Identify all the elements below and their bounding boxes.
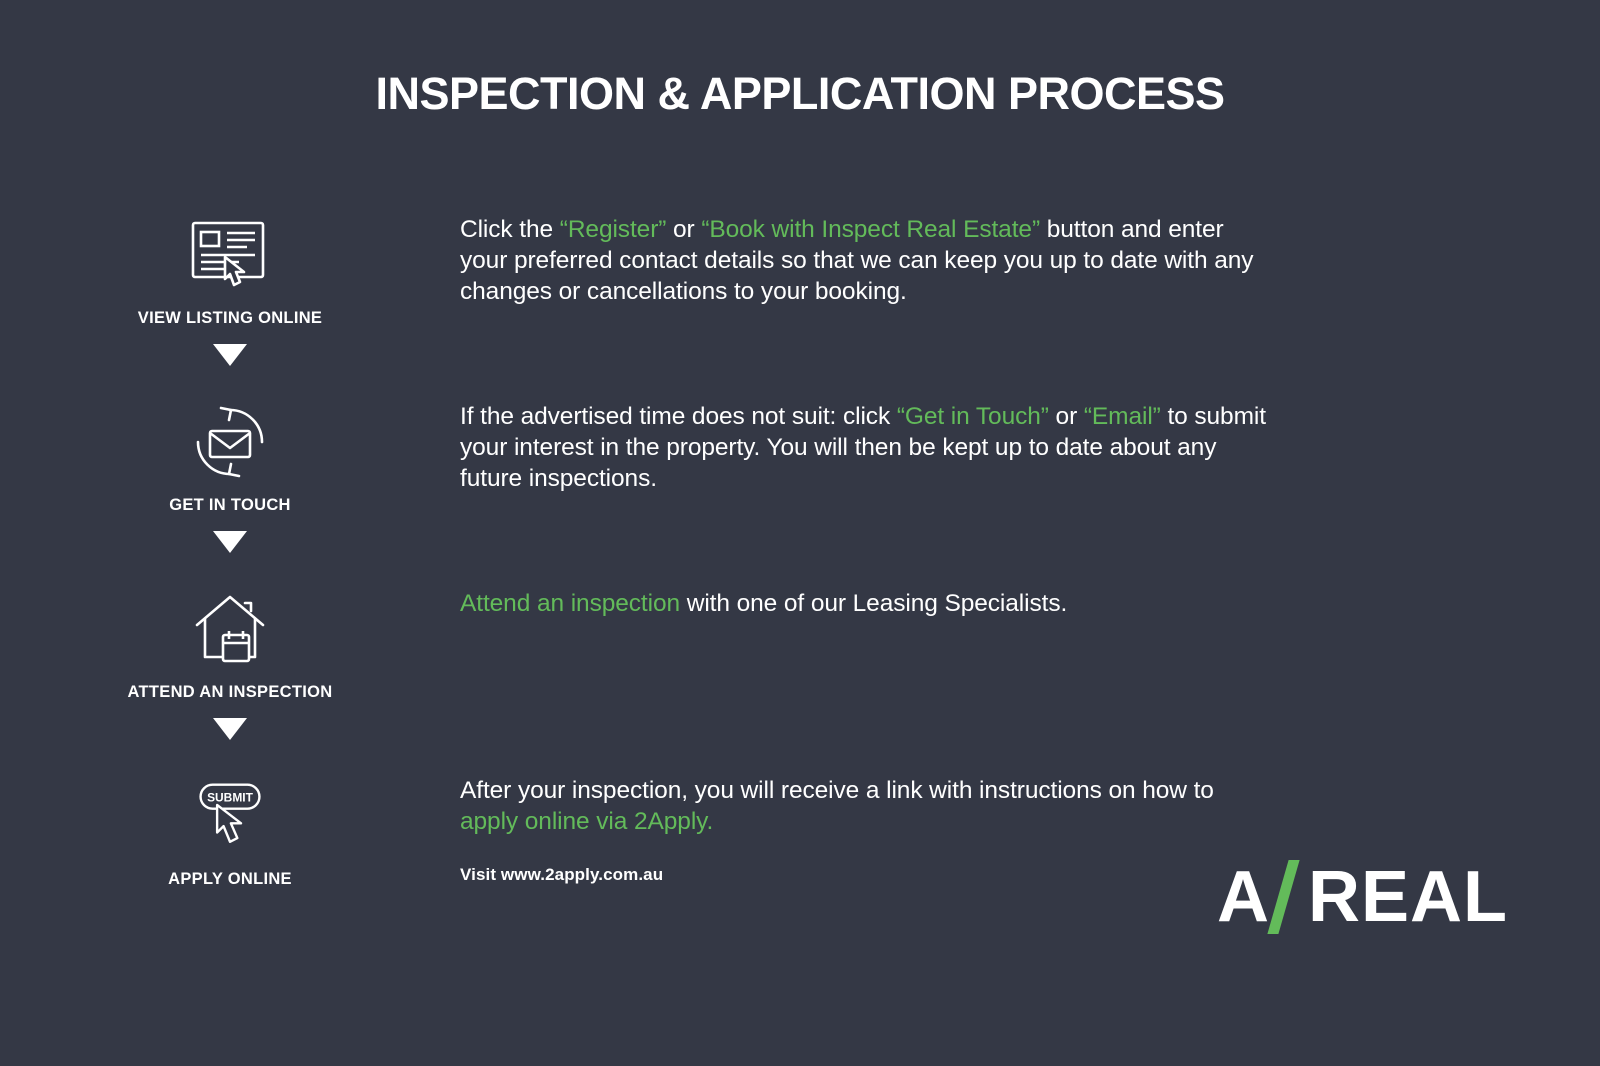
- process-steps: [0, 215, 1600, 889]
- step-3-text-part-2: with one of our Leasing Specialists.: [680, 590, 1068, 617]
- step-2-label: GET IN TOUCH: [169, 496, 291, 514]
- step-4-icon-column: [0, 776, 460, 889]
- step-2-text-part-2: “Get in Touch”: [896, 403, 1049, 430]
- step-3-label: ATTEND AN INSPECTION: [127, 683, 333, 701]
- email-refresh-icon: [184, 402, 276, 482]
- logo-slash-icon: [1276, 860, 1302, 934]
- logo-letter-a: A: [1217, 857, 1270, 937]
- logo-word-real: REAL: [1308, 857, 1508, 937]
- step-3-icon-column: [0, 589, 460, 740]
- step-2-text-part-5: to submit your interest in the property. You will then be kept up to date about any future inspections.: [460, 403, 1266, 492]
- step-1-text-part-3: or: [666, 216, 702, 243]
- step-2-arrow-icon: [213, 531, 247, 553]
- step-1-description: [460, 215, 1600, 308]
- submit-button-click-icon: [184, 776, 276, 856]
- step-3-text-part-1: Attend an inspection: [460, 590, 681, 617]
- visit-url-note: Visit www.2apply.com.au: [460, 864, 664, 884]
- step-2-icon-column: [0, 402, 460, 553]
- brand-logo: [1217, 856, 1508, 938]
- step-1-text-part-4: “Book with Inspect Real Estate”: [701, 216, 1041, 243]
- step-1-text-part-5: button and enter your preferred contact details so that we can keep you up to date with any changes or cancellations to your booking.: [460, 216, 1254, 305]
- house-calendar-icon: [184, 589, 276, 669]
- step-4-label: APPLY ONLINE: [168, 870, 292, 888]
- step-1-label: VIEW LISTING ONLINE: [137, 309, 323, 327]
- process-step-get-in-touch: [0, 402, 1600, 553]
- step-1-arrow-icon: [213, 344, 247, 366]
- step-4-text-part-2: apply online via 2Apply.: [460, 807, 714, 835]
- step-2-text-part-3: or: [1048, 403, 1084, 430]
- step-2-text-part-1: If the advertised time does not suit: click: [460, 403, 897, 430]
- page-title: INSPECTION & APPLICATION PROCESS: [375, 68, 1225, 119]
- svg-text:SUBMIT: SUBMIT: [207, 790, 253, 805]
- step-3-arrow-icon: [213, 718, 247, 740]
- listing-page-click-icon: [184, 215, 276, 295]
- process-step-view-listing-online: [0, 215, 1600, 366]
- step-2-description: [460, 402, 1600, 495]
- step-4-text-part-1: After your inspection, you will receive a link with instructions on how to: [460, 777, 1214, 804]
- step-3-description: [460, 589, 1600, 620]
- step-1-icon-column: [0, 215, 460, 366]
- step-1-text-part-1: Click the: [460, 216, 560, 243]
- step-1-text-part-2: “Register”: [559, 216, 667, 243]
- step-2-text-part-4: “Email”: [1083, 403, 1161, 430]
- process-step-attend-an-inspection: [0, 589, 1600, 740]
